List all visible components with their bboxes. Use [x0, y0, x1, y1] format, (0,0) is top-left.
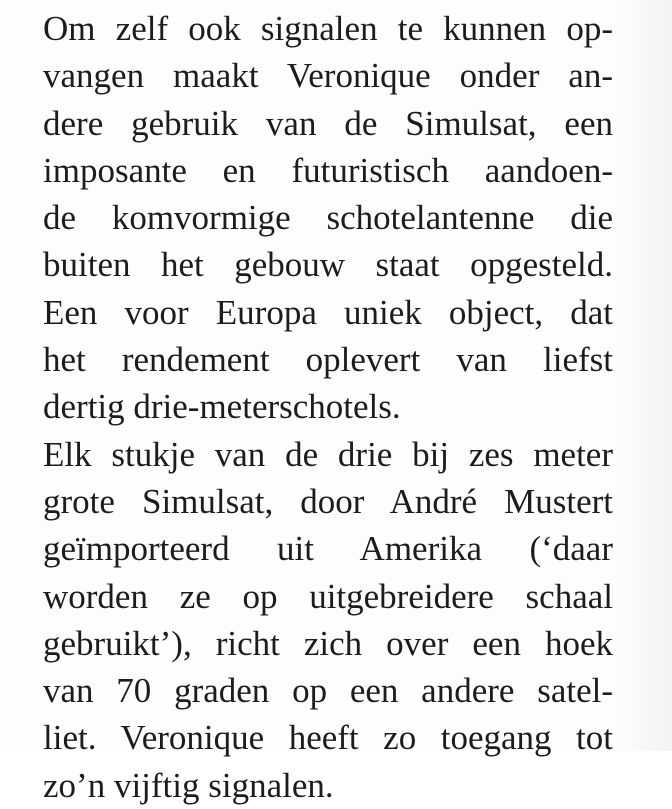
article-column — [43, 5, 613, 809]
text-line: de komvormige schotelantenne die — [43, 198, 613, 238]
text-line: vangen maakt Veronique onder an- — [43, 56, 613, 96]
text-line: dertig drie-meterschotels. — [43, 387, 401, 427]
text-line: zo’n vijftig signalen. — [43, 765, 334, 805]
text-line: worden ze op uitgebreidere schaal — [43, 576, 613, 616]
text-line: imposante en futuristisch aandoen- — [43, 150, 613, 190]
paragraph-simulsat-intro — [43, 5, 613, 431]
text-line: het rendement oplevert van liefst — [43, 340, 613, 380]
text-line: grote Simulsat, door André Mustert — [43, 481, 613, 521]
page-edge-shadow — [616, 0, 672, 751]
text-line: Elk stukje van de drie bij zes meter — [43, 434, 613, 474]
text-line: Een voor Europa uniek object, dat — [43, 292, 613, 332]
text-line: dere gebruik van de Simulsat, een — [43, 103, 613, 143]
paragraph-simulsat-details — [43, 431, 613, 809]
text-line: gebruikt’), richt zich over een hoek — [43, 623, 613, 663]
text-line: liet. Veronique heeft zo toegang tot — [43, 718, 613, 758]
text-line: van 70 graden op een andere satel- — [43, 671, 613, 711]
text-line: Om zelf ook signalen te kunnen op- — [43, 9, 613, 48]
text-line: buiten het gebouw staat opgesteld. — [43, 245, 613, 285]
text-line: geïmporteerd uit Amerika (‘daar — [43, 529, 613, 569]
